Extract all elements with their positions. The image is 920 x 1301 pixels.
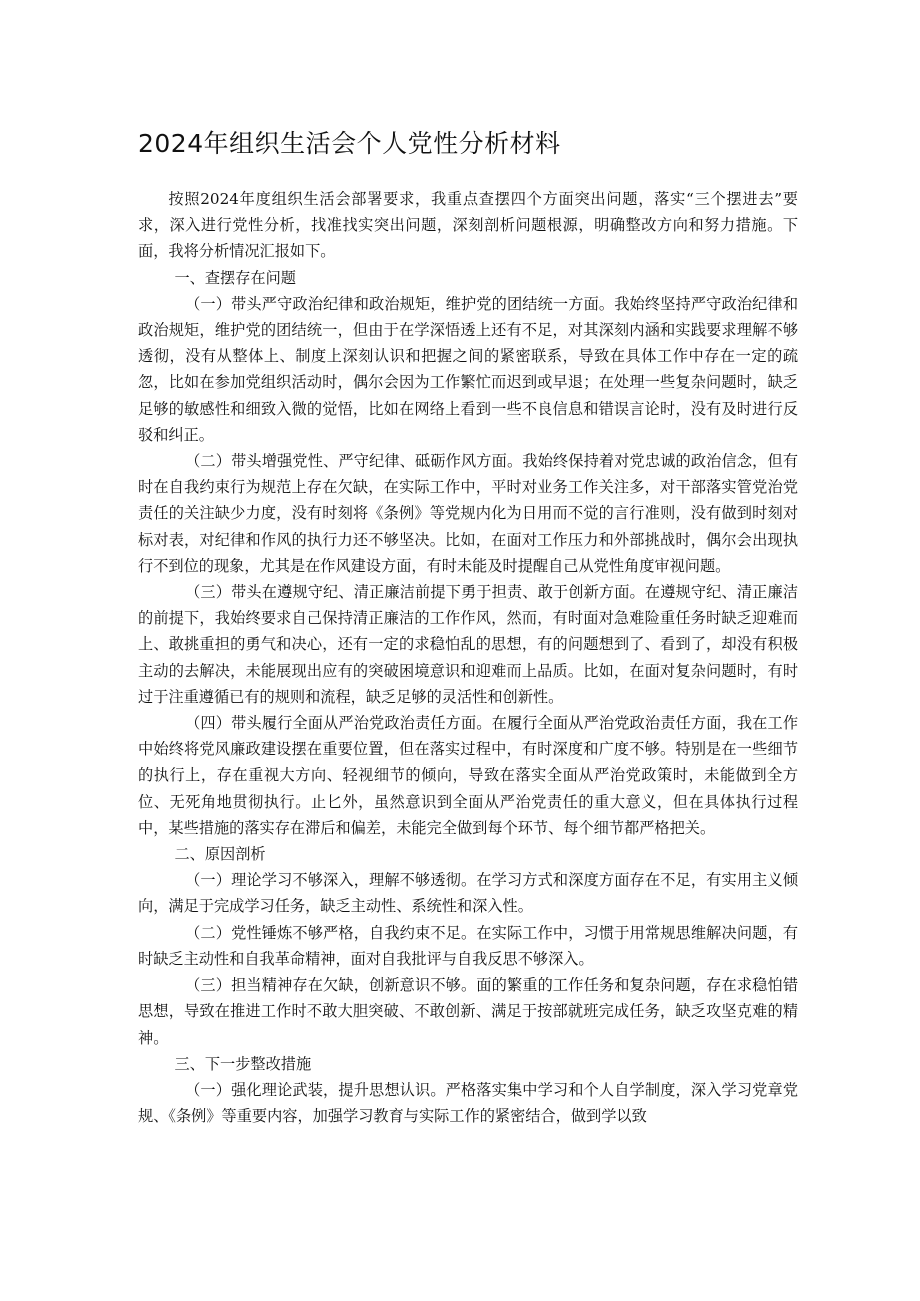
- section-heading-problems: 一、查摆存在问题: [174, 268, 296, 287]
- measure-paragraph-1: （一）强化理论武装，提升思想认识。严格落实集中学习和个人自学制度，深入学习党章党规、《条例》等重要内容，加强学习教育与实际工作的紧密结合，做到学以致: [138, 1080, 798, 1126]
- problem-paragraph-1: （一）带头严守政治纪律和政治规矩，维护党的团结统一方面。我始终坚持严守政治纪律和政治规矩，维护党的团结统一，但由于在学深悟透上还有不足，对其深刻内涵和实践要求理解不够透彻，没有从整体上、制度上深刻认识和把握之间的紧密联系，导致在具体工作中存在一定的疏忽，比如在参加党组织活动时，偶尔会因为工作繁忙而迟到或早退；在处理一些复杂问题时，缺乏足够的敏感性和细致入微的觉悟，比如在网络上看到一些不良信息和错误言论时，没有及时进行反驳和纠正。: [138, 294, 798, 444]
- section-heading-measures: 三、下一步整改措施: [174, 1054, 312, 1073]
- document-page: [138, 124, 798, 1129]
- problem-paragraph-3: （三）带头在遵规守纪、清正廉洁前提下勇于担责、敢于创新方面。在遵规守纪、清正廉洁的前提下，我始终要求自己保持清正廉洁的工作作风，然而，有时面对急难险重任务时缺乏迎难而上、敢挑重担的勇气和决心，还有一定的求稳怕乱的思想，有的问题想到了、看到了，却没有积极主动的去解决，未能展现出应有的突破困境意识和迎难而上品质。比如，在面对复杂问题时，有时过于注重遵循已有的规则和流程，缺乏足够的灵活性和创新性。: [138, 583, 798, 706]
- intro-paragraph: 按照2024年度组织生活会部署要求，我重点查摆四个方面突出问题，落实“三个摆进去”要求，深入进行党性分析，找准找实突出问题，深刻剖析问题根源，明确整改方向和努力措施。下面，我将分析情况汇报如下。: [138, 190, 798, 261]
- problem-paragraph-2: （二）带头增强党性、严守纪律、砥砺作风方面。我始终保持着对党忠诚的政治信念，但有时在自我约束行为规范上存在欠缺，在实际工作中，平时对业务工作关注多，对干部落实管党治党责任的关注缺少力度，没有时刻将《条例》等党规内化为日用而不觉的言行准则，没有做到时刻对标对表，对纪律和作风的执行力还不够坚决。比如，在面对工作压力和外部挑战时，偶尔会出现执行不到位的现象，尤其是在作风建设方面，有时未能及时提醒自己从党性角度审视问题。: [138, 452, 798, 575]
- cause-paragraph-1: （一）理论学习不够深入，理解不够透彻。在学习方式和深度方面存在不足，有实用主义倾向，满足于完成学习任务，缺乏主动性、系统性和深入性。: [138, 871, 798, 916]
- document-title: 2024年组织生活会个人党性分析材料: [138, 129, 561, 158]
- cause-paragraph-2: （二）党性锤炼不够严格，自我约束不足。在实际工作中，习惯于用常规思维解决问题，有时缺乏主动性和自我革命精神，面对自我批评与自我反思不够深入。: [138, 923, 798, 968]
- problem-paragraph-4: （四）带头履行全面从严治党政治责任方面。在履行全面从严治党政治责任方面，我在工作中始终将党风廉政建设摆在重要位置，但在落实过程中，有时深度和广度不够。特别是在一些细节的执行上，存在重视大方向、轻视细节的倾向，导致在落实全面从严治党政策时，未能做到全方位、无死角地贯彻执行。止匕外，虽然意识到全面从严治党责任的重大意义，但在具体执行过程中，某些措施的落实存在滞后和偏差，未能完全做到每个环节、每个细节都严格把关。: [138, 714, 798, 837]
- cause-paragraph-3: （三）担当精神存在欠缺，创新意识不够。面的繁重的工作任务和复杂问题，存在求稳怕错思想，导致在推进工作时不敢大胆突破、不敢创新、满足于按部就班完成任务，缺乏攻坚克难的精神。: [138, 976, 798, 1047]
- section-heading-causes: 二、原因剖析: [174, 845, 266, 864]
